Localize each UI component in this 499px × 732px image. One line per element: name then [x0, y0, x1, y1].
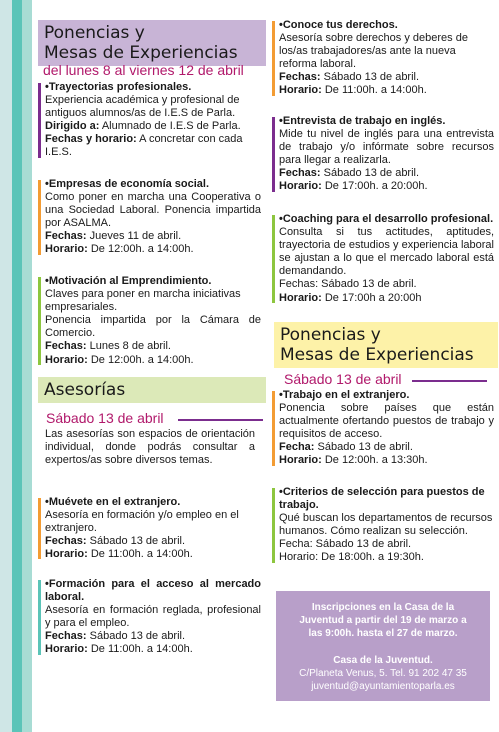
item-value: De 11:00h. a 14:00h. — [87, 548, 193, 561]
item-bar — [272, 488, 275, 563]
decorative-stripe — [22, 0, 32, 732]
item-title: •Muévete en el extranjero. — [45, 496, 181, 508]
list-item — [38, 81, 261, 160]
ponencias-subtitle: del lunes 8 al viernes 12 de abril — [43, 62, 244, 78]
item-title: •Motivación al Emprendimiento. — [45, 275, 212, 287]
item-body: Consulta si tus actitudes, aptitudes, trayectoria de estudios y experiencia laboral se ajustan a lo que el mercado laboral está demandando. — [279, 226, 494, 278]
item-value: Sábado 13 de abril. — [314, 441, 413, 454]
list-item — [272, 213, 494, 305]
info-line3: las 9:00h. hasta el 27 de marzo. — [308, 628, 458, 639]
item-body: Asesoría en formación y/o empleo en el extranjero. — [45, 509, 239, 535]
item-label: Horario: — [45, 643, 88, 656]
list-item — [38, 496, 261, 561]
item-bar — [38, 180, 41, 255]
item-value: De 11:00h. a 14:00h. — [87, 643, 193, 656]
info-box — [276, 591, 490, 701]
decorative-stripe — [0, 0, 12, 732]
item-label: Fechas: — [45, 630, 87, 643]
ponencias2-subtitle: Sábado 13 de abril — [284, 371, 402, 387]
ponencias-title-line1: Ponencias y — [44, 23, 145, 43]
item-label: Fechas: — [45, 340, 87, 353]
item-title: •Coaching para el desarrollo profesional. — [279, 213, 494, 225]
item-label: Fechas: — [45, 230, 87, 243]
item-body: Ponencia impartida por la Cámara de Comercio. — [45, 314, 261, 340]
list-item — [272, 19, 494, 98]
item-value: Sábado 13 de abril. — [320, 71, 420, 84]
list-item — [38, 275, 261, 367]
item-title: •Trabajo en el extranjero. — [279, 389, 410, 401]
item-value: De 17:00h a 20:00h — [321, 291, 422, 304]
asesorias-header: Asesorías — [38, 377, 266, 403]
divider-line — [412, 380, 487, 382]
item-value: De 12:00h. a 14:00h. — [87, 353, 194, 366]
item-body: Ponencia sobre países que están actualmente ofertando puestos de trabajo y requisitos de acceso. — [279, 402, 494, 441]
item-body: Experiencia académica y profesional de antiguos alumnos/as de I.E.S de Parla. — [45, 94, 240, 120]
item-bar — [38, 580, 41, 655]
item-label: Horario: — [279, 180, 322, 193]
item-label: Fechas: — [279, 71, 321, 84]
item-body: Claves para poner en marcha iniciativas empresariales. — [45, 288, 241, 314]
item-label: Fechas: — [279, 167, 321, 180]
ponencias2-title-line2: Mesas de Experiencias — [280, 345, 474, 365]
asesorias-intro: Las asesorías son espacios de orientación individual, donde podrás consultar a expertos/as sobre diversos temas. — [45, 428, 255, 467]
item-date: Fecha: Sábado 13 de abril. — [279, 538, 412, 551]
info-place: Casa de la Juventud. — [333, 655, 433, 666]
item-bar — [272, 117, 275, 192]
item-value: De 12:00h. a 14:00h. — [87, 243, 194, 256]
item-value: Sábado 13 de abril. — [86, 535, 186, 548]
asesorias-subtitle: Sábado 13 de abril — [46, 410, 164, 426]
item-value: Jueves 11 de abril. — [86, 230, 182, 243]
list-item — [272, 115, 494, 194]
ponencias-header — [38, 20, 266, 66]
item-label: Horario: — [279, 454, 322, 467]
list-item — [38, 178, 261, 257]
ponencias-title-line2: Mesas de Experiencias — [44, 43, 238, 63]
item-value: De 17:00h. a 20:00h. — [321, 180, 428, 193]
info-line1: Inscripciones en la Casa de la — [311, 602, 455, 613]
item-body: Asesoría en formación reglada, profesional y para el empleo. — [45, 604, 261, 630]
info-address: C/Planeta Venus, 5. Tel. 91 202 47 35 — [299, 668, 467, 679]
item-value: A concretar con cada I.E.S. — [45, 133, 243, 159]
item-label: Horario: — [45, 353, 88, 366]
item-body: Mide tu nivel de inglés para una entrevista de trabajo y/o infórmate sobre recursos para llegar a realizarla. — [279, 128, 494, 167]
left-column — [38, 0, 266, 732]
item-value: Alumnado de I.E.S de Parla. — [99, 120, 241, 133]
item-body: Asesoría sobre derechos y deberes de los/as trabajadores/as ante la nueva reforma laboral. — [279, 32, 468, 71]
decorative-stripe — [12, 0, 22, 732]
item-time: Horario: De 18:00h. a 19:30h. — [279, 551, 424, 564]
item-title: •Formación para el acceso al mercado laboral. — [45, 578, 261, 604]
item-bar — [38, 498, 41, 559]
item-label: Horario: — [279, 291, 322, 304]
item-bar — [272, 391, 275, 466]
item-value: De 12:00h. a 13:30h. — [321, 454, 428, 467]
item-label: Fechas: — [45, 535, 87, 548]
divider-line — [178, 419, 263, 421]
item-label: Horario: — [279, 84, 322, 97]
list-item — [38, 578, 261, 657]
item-label: Fechas y horario: — [45, 133, 137, 146]
item-title: •Empresas de economía social. — [45, 178, 210, 190]
item-body: Como poner en marcha una Cooperativa o una Sociedad Laboral. Ponencia impartida por ASALMA. — [45, 191, 261, 230]
list-item — [272, 486, 494, 565]
info-email: juventud@ayuntamientoparla.es — [311, 681, 455, 692]
ponencias2-title-line1: Ponencias y — [280, 325, 381, 345]
item-title: •Trayectorias profesionales. — [45, 81, 192, 93]
item-label: Dirigido a: — [45, 120, 100, 133]
item-value: De 11:00h. a 14:00h. — [321, 84, 427, 97]
item-bar — [272, 21, 275, 96]
item-label: Fecha: — [279, 441, 315, 454]
right-column — [272, 0, 494, 732]
item-label: Horario: — [45, 548, 88, 561]
item-title: •Criterios de selección para puestos de trabajo. — [279, 486, 485, 512]
item-value: Lunes 8 de abril. — [86, 340, 171, 353]
item-bar — [38, 83, 41, 158]
ponencias2-header — [274, 322, 498, 368]
item-value: Sábado 13 de abril. — [320, 167, 420, 180]
item-title: •Entrevista de trabajo en inglés. — [279, 115, 446, 127]
item-bar — [38, 277, 41, 365]
item-bar — [272, 215, 275, 303]
item-body: Qué buscan los departamentos de recursos humanos. Cómo realizan su selección. — [279, 512, 493, 538]
list-item — [272, 389, 494, 468]
item-date: Fechas: Sábado 13 de abril. — [279, 278, 417, 291]
item-label: Horario: — [45, 243, 88, 256]
item-value: Sábado 13 de abril. — [86, 630, 186, 643]
item-title: •Conoce tus derechos. — [279, 19, 398, 31]
info-line2: Juventud a partir del 19 de marzo a — [299, 615, 467, 626]
